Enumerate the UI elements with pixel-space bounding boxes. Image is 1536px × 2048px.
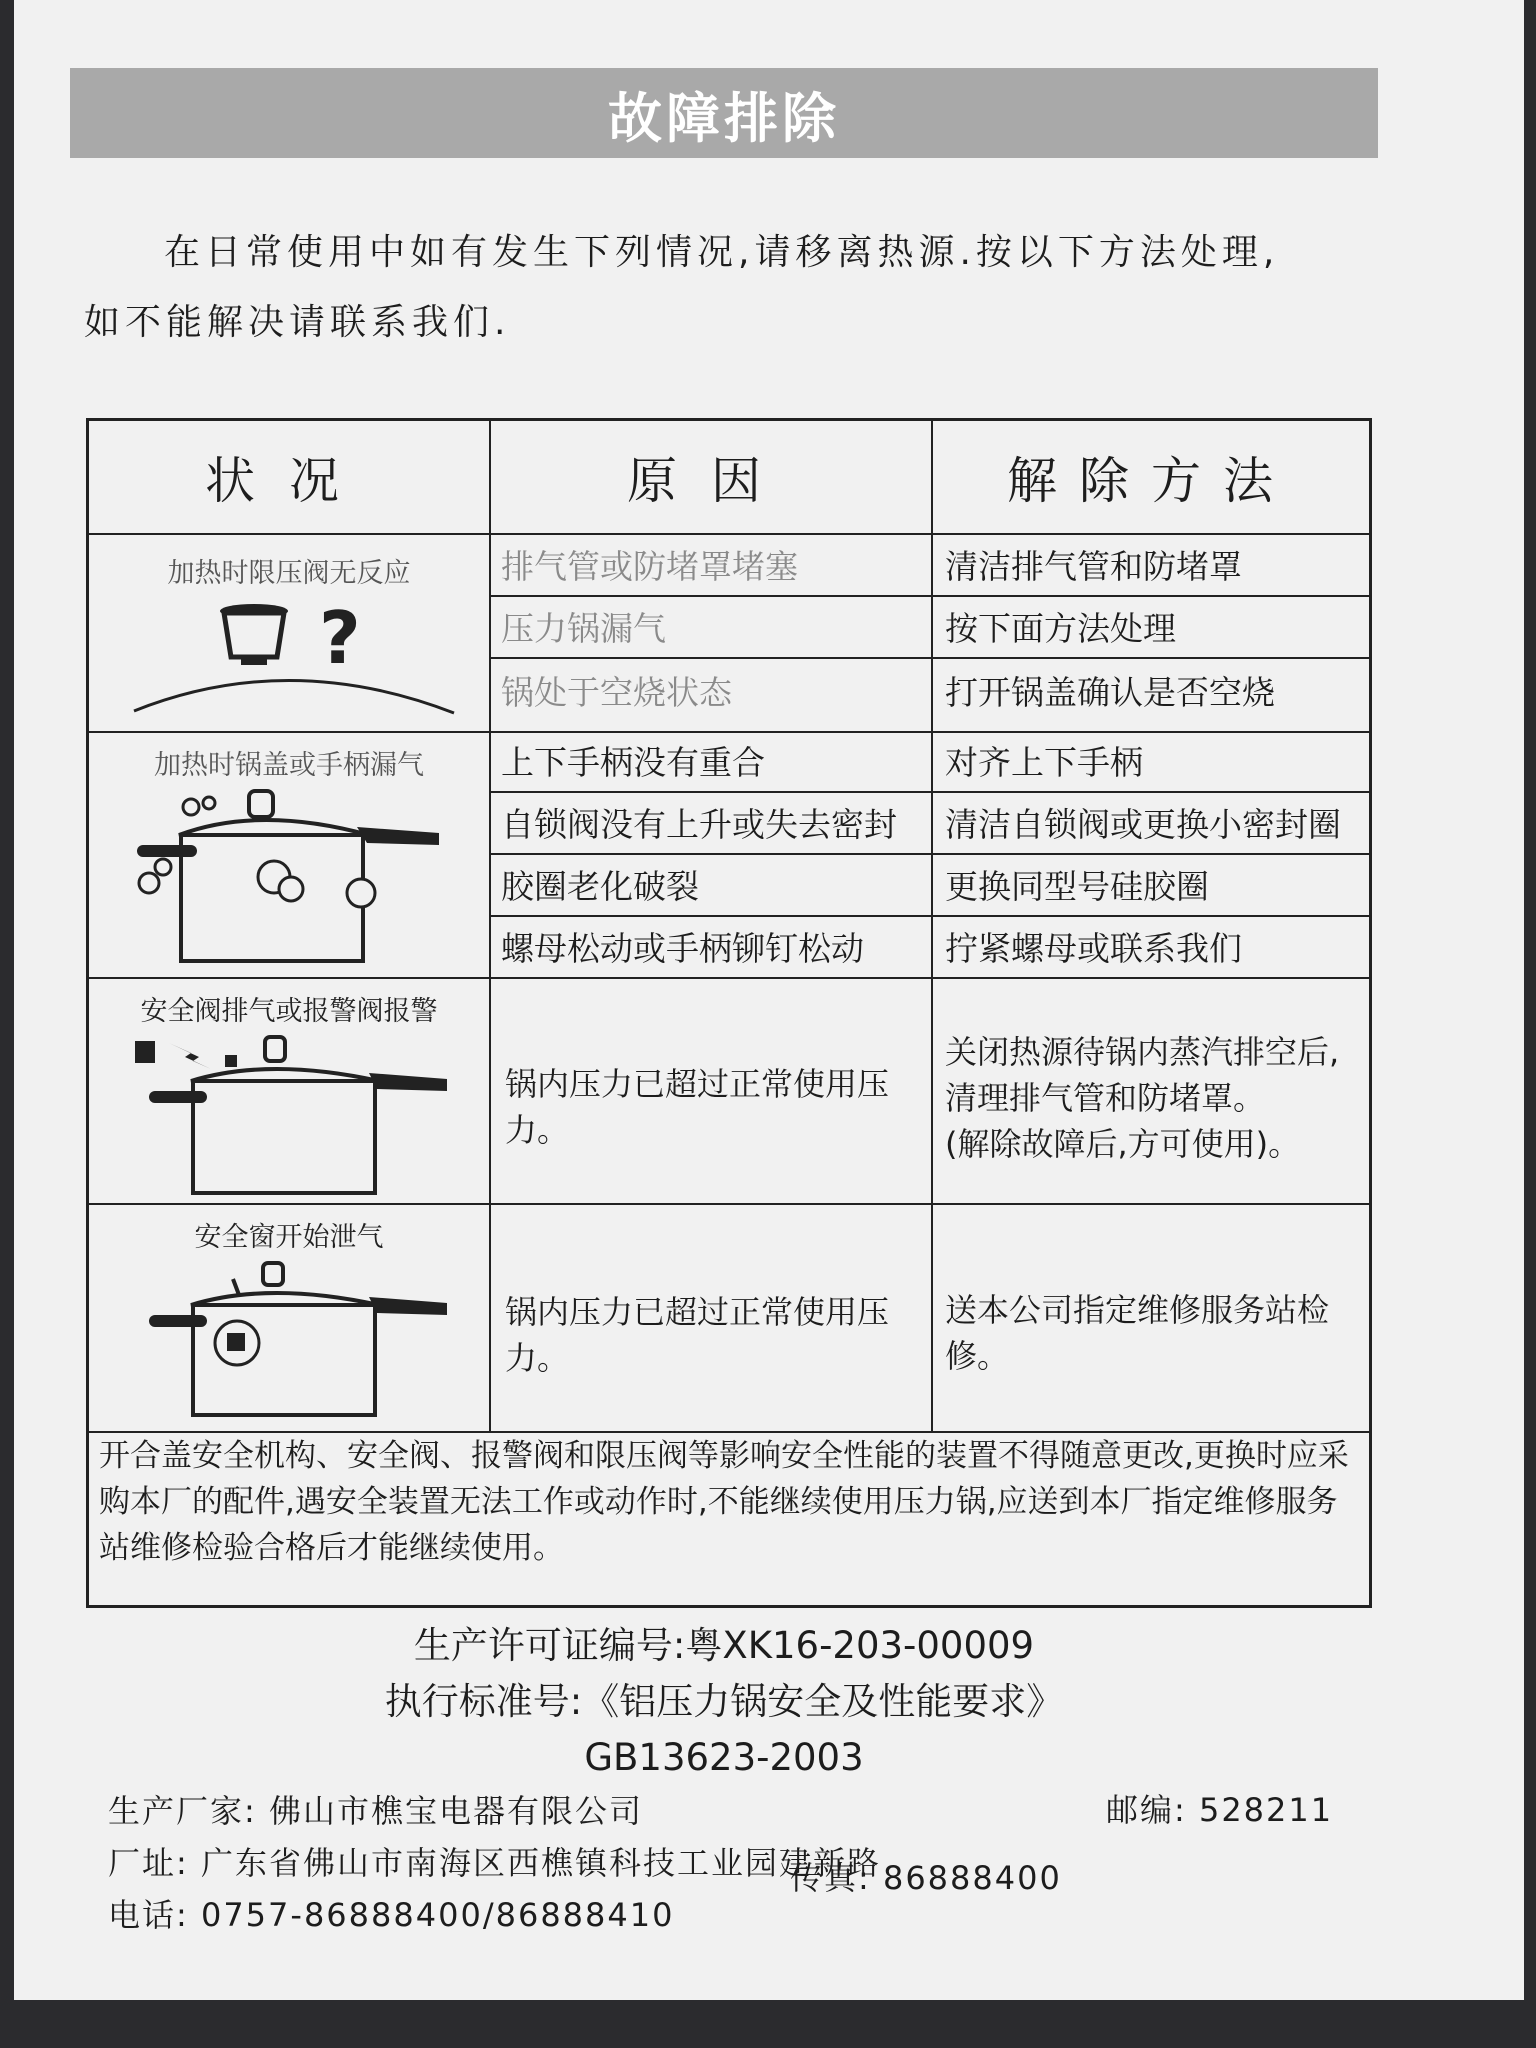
row-divider [489, 853, 1369, 855]
fax: 传真: 86888400 [790, 1859, 1062, 1897]
situation-label: 加热时限压阀无反应 [167, 558, 411, 589]
cause-cell: 螺母松动或手柄铆钉松动 [501, 929, 864, 968]
situation-label: 安全窗开始泄气 [194, 1222, 384, 1253]
row-divider [489, 791, 1369, 793]
situation-label: 加热时锅盖或手柄漏气 [154, 750, 424, 781]
troubleshooting-table [86, 418, 1372, 1608]
solution-line: 关闭热源待锅内蒸汽排空后, [945, 1033, 1340, 1071]
group-divider-1 [89, 731, 1369, 733]
situation-label: 安全阀排气或报警阀报警 [140, 996, 438, 1027]
cause-cell: 锅处于空烧状态 [501, 673, 732, 712]
cause-cell: 压力锅漏气 [501, 609, 666, 648]
column-divider-1 [489, 421, 491, 1431]
header-situation: 状况 [205, 452, 373, 510]
group-divider-2 [89, 977, 1369, 979]
solution-cell: 拧紧螺母或联系我们 [945, 929, 1242, 968]
solution-cell: 按下面方法处理 [945, 609, 1176, 648]
row-divider [489, 595, 1369, 597]
intro-line-1: 在日常使用中如有发生下列情况,请移离热源.按以下方法处理, [164, 232, 1280, 273]
safety-note: 开合盖安全机构、安全阀、报警阀和限压阀等影响安全性能的装置不得随意更改,更换时应采购本厂的配件,遇安全装置无法工作或动作时,不能继续使用压力锅,应送到本厂指定维修服务站维修检验合格后才能继续使用。 [99, 1438, 1349, 1566]
solution-line: (解除故障后,方可使用)。 [945, 1125, 1301, 1163]
safety-window-pot-icon [129, 1259, 459, 1419]
solution-line: 清理排气管和防堵罩。 [945, 1079, 1266, 1117]
cause-cell: 锅内压力已超过正常使用压力。 [505, 1065, 890, 1149]
svg-text:?: ? [319, 596, 361, 680]
leaking-pot-icon [129, 783, 459, 973]
solution-cell: 清洁排气管和防堵罩 [945, 547, 1242, 586]
solution-cell: 更换同型号硅胶圈 [945, 867, 1209, 906]
solution-cell [945, 1029, 1365, 1167]
header-cause: 原因 [627, 452, 795, 510]
manufacturer: 生产厂家: 佛山市樵宝电器有限公司 [108, 1792, 643, 1830]
solution-cell: 送本公司指定维修服务站检修。 [945, 1291, 1330, 1375]
license-number: 生产许可证编号:粤XK16-203-00009 [413, 1624, 1035, 1667]
phone: 电话: 0757-86888400/86888410 [108, 1896, 675, 1934]
solution-cell: 打开锅盖确认是否空烧 [945, 673, 1275, 712]
alarm-pot-icon [129, 1033, 459, 1201]
cause-cell: 自锁阀没有上升或失去密封 [501, 805, 897, 844]
manufacturer-info [108, 1785, 881, 1941]
postal-code: 邮编: 528211 [1106, 1791, 1334, 1829]
standard-number: 执行标准号:《铝压力锅安全及性能要求》 [384, 1680, 1064, 1723]
cause-cell: 胶圈老化破裂 [501, 867, 699, 906]
manual-page [14, 0, 1524, 2000]
intro-line-2: 如不能解决请联系我们. [84, 302, 511, 343]
title-banner [70, 68, 1378, 158]
solution-cell: 清洁自锁阀或更换小密封圈 [945, 805, 1341, 844]
address: 厂址: 广东省佛山市南海区西樵镇科技工业园建新路 [108, 1844, 881, 1882]
group-divider-3 [89, 1203, 1369, 1205]
license-block [344, 1618, 1104, 1786]
cause-cell: 排气管或防堵罩堵塞 [501, 547, 798, 586]
solution-cell: 对齐上下手柄 [945, 743, 1143, 782]
standard-code: GB13623-2003 [584, 1736, 864, 1779]
header-solution: 解除方法 [1007, 452, 1295, 510]
header-divider [89, 533, 1369, 535]
intro-paragraph [84, 218, 1404, 358]
page-title: 故障排除 [608, 87, 840, 150]
row-divider [489, 915, 1369, 917]
pressure-valve-question-icon [129, 589, 459, 719]
cause-cell: 上下手柄没有重合 [501, 743, 765, 782]
row-divider [489, 657, 1369, 659]
cause-cell: 锅内压力已超过正常使用压力。 [505, 1293, 890, 1377]
column-divider-2 [931, 421, 933, 1431]
